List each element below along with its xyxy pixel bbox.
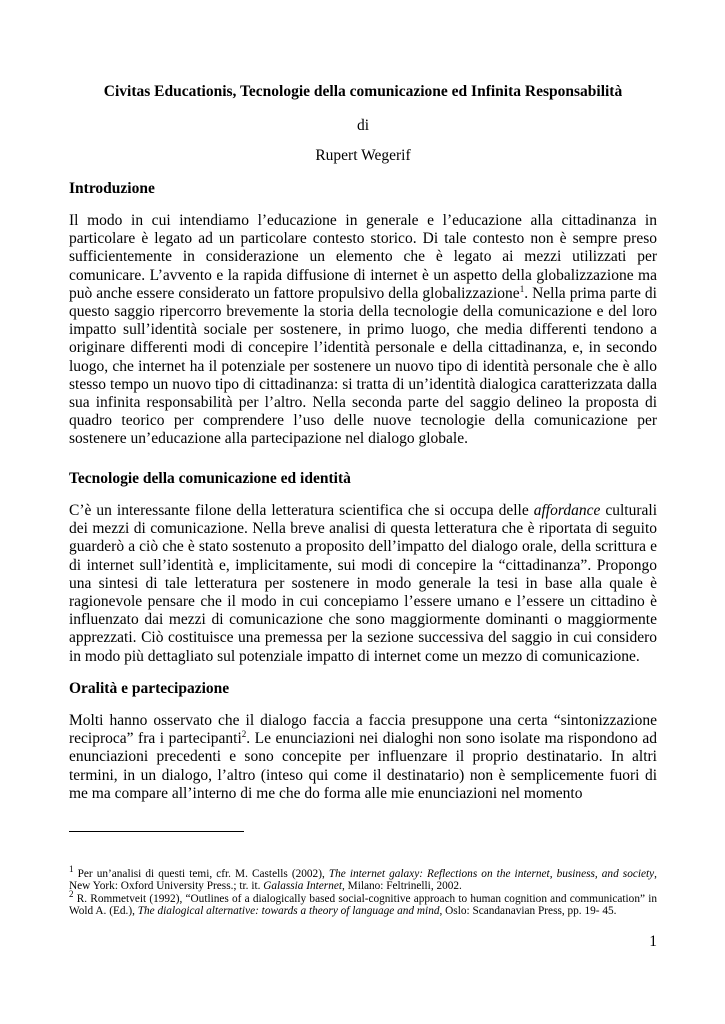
paragraph-text: C’è un interessante filone della letteratura scientifica che si occupa delle [69, 502, 534, 519]
footnote-2 [69, 889, 657, 918]
paragraph-text: . Le enunciazioni nei dialoghi non sono isolate ma rispondono ad enunciazioni precedenti e sono concepite per influenzare il proprio destinatario. In altri termini, in un dialogo, l’altro (inteso qui come il destinatario) non è semplicemente fuori di me ma compare all’interno di me che do forma alle mie enunciazioni nel momento [69, 730, 657, 802]
author-name: Rupert Wegerif [315, 147, 411, 164]
footnote-number: 1 [69, 864, 74, 875]
paragraph-introduzione [69, 212, 657, 449]
paragraph-text: Il modo in cui intendiamo l’educazione in generale e l’educazione alla cittadinanza in particolare è legato ad un particolare contesto storico. Di tale contesto non è sempre preso sufficientemente in considerazione un elemento che è legato ai mezzi utilizzati per comunicare. L’avvento e la rapida diffusione di internet è un aspetto della globalizzazione ma può anche essere considerato un fattore propulsivo della globalizzazione [69, 212, 657, 302]
footnote-ref-1[interactable]: 1 [519, 283, 525, 294]
section-heading-tecnologie: Tecnologie della comunicazione ed identità [69, 470, 351, 487]
italic-term: affordance [533, 502, 601, 519]
paragraph-oralita [69, 712, 657, 803]
footnote-text: Per un’analisi di questi temi, cfr. M. Castells (2002), [73, 868, 329, 880]
footnote-italic-title: The dialogical alternative: towards a theory of language and mind [137, 905, 440, 918]
paragraph-text: culturali dei mezzi di comunicazione. Nella breve analisi di questa letteratura che è riportata di seguito guarderò a ciò che è stato sostenuto a proposito dell’impatto del dialogo orale, della scrittura e di internet sull’identità e, implicitamente, sui modi di concepire la “cittadinanza”. Propongo una sintesi di tale letteratura per sostenere in modo generale la tesi in base alla quale è ragionevole pensare che il modo in cui concepiamo l’essere umano e l’essere un cittadino è influenzato dai mezzi di comunicazione che sono maggiormente dominanti o maggiormente apprezzati. Ciò costituisce una premessa per la sezione successiva del saggio in cui considero in modo più dettagliato sul potenziale impatto di internet come un mezzo di comunicazione. [69, 502, 657, 665]
footnote-italic-title: The internet galaxy: Reflections on the internet, business, and society [328, 868, 655, 880]
paragraph-text: . Nella prima parte di questo saggio ripercorro brevemente la storia della tecnologie della comunicazione e del loro impatto sull’identità sociale per sostenere, in primo luogo, che media differenti tendono a originare differenti modi di concepire l’identità personale e della cittadinanza, e, in secondo luogo, che internet ha il potenziale per sostenere un nuovo tipo di identità personale che è allo stesso tempo un nuovo tipo di cittadinanza: si tratta di un’identità dialogica caratterizzata dalla sua infinita responsabilità per l’altro. Nella seconda parte del saggio delineo la proposta di quadro teorico per comprendere l’uso delle nuove tecnologie della comunicazione per sostenere un’educazione alla partecipazione nel dialogo globale. [69, 284, 657, 448]
footnote-text: , Oslo: Scandanavian Press, pp. 19- 45. [439, 905, 617, 918]
footnote-text: , Milano: Feltrinelli, 2002. [342, 880, 462, 893]
footnote-text: , New York: Oxford University Press.; tr. it. [69, 868, 657, 893]
byline-di: di [356, 117, 370, 134]
page-number: 1 [649, 933, 657, 950]
paragraph-text: Molti hanno osservato che il dialogo faccia a faccia presuppone una certa “sintonizzazione reciproca” fra i partecipanti [69, 712, 657, 748]
section-heading-introduzione: Introduzione [69, 180, 155, 197]
footnote-1 [69, 864, 657, 893]
section-heading-oralita: Oralità e partecipazione [69, 680, 230, 697]
footnote-number: 2 [69, 889, 74, 900]
footnote-separator [69, 831, 244, 832]
footnote-ref-2[interactable]: 2 [241, 729, 247, 740]
paragraph-tecnologie [69, 502, 657, 666]
footnote-text: R. Rommetveit (1992), “Outlines of a dialogically based social-cognitive approach to human cognition and communication” in Wold A. (Ed.), [69, 893, 657, 918]
footnote-italic-title: Galassia Internet [263, 880, 343, 893]
document-title: Civitas Educationis, Tecnologie della comunicazione ed Infinita Responsabilità [103, 83, 623, 100]
